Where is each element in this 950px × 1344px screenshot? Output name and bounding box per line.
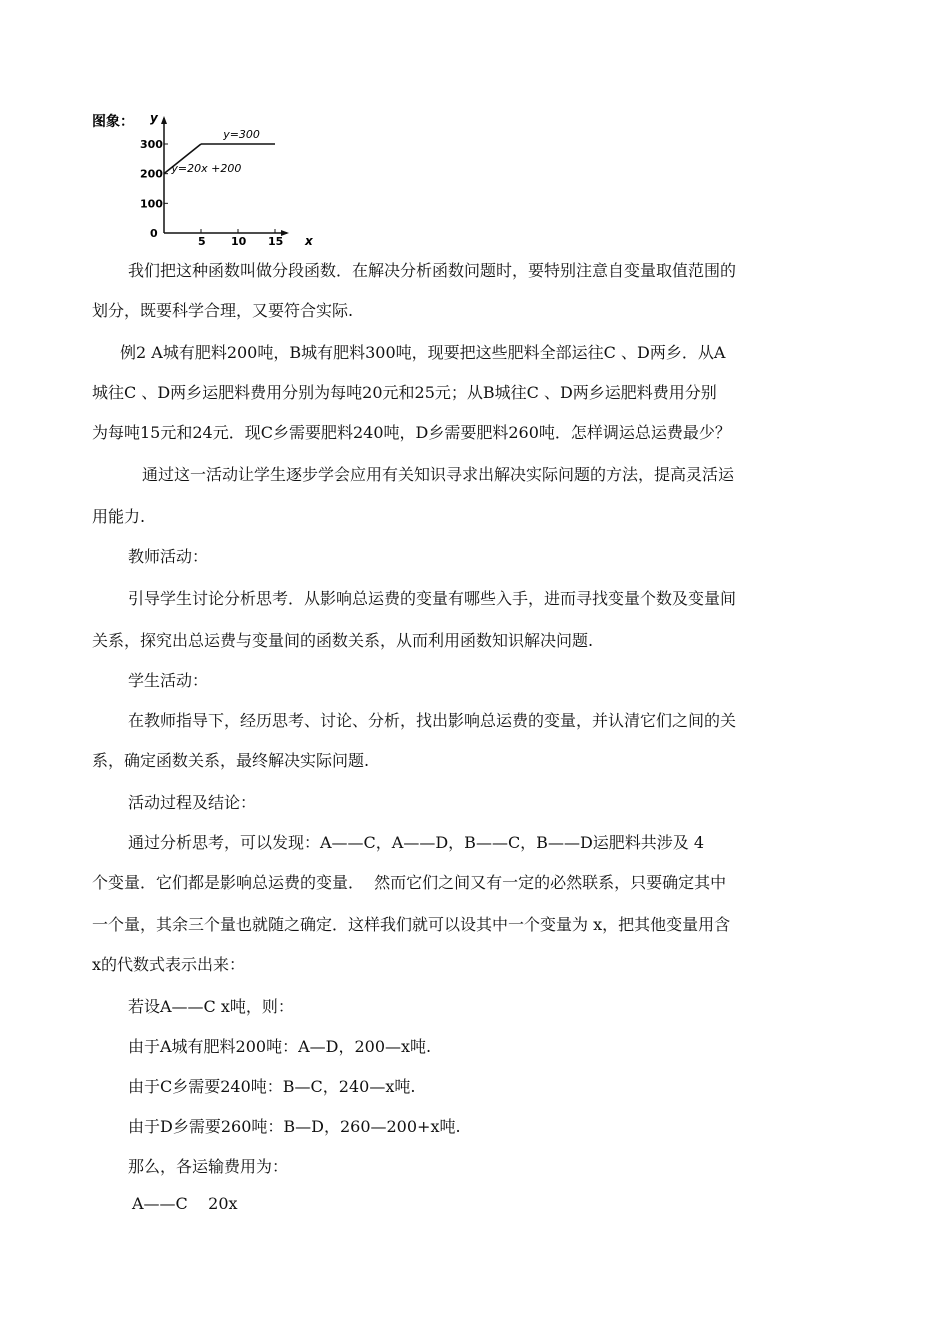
para6-line1: 通过分析思考，可以发现：A——C，A——D，B——C，B——D运肥料共涉及 4: [128, 833, 705, 852]
cost-ac-line: A——C 20x: [132, 1194, 238, 1213]
y-tick-label: 200: [140, 167, 163, 181]
costs-intro-line: 那么，各运输费用为：: [128, 1157, 289, 1176]
y-axis-label: y: [150, 111, 158, 125]
y-axis-arrow: [161, 116, 167, 124]
x-tick-label: 10: [231, 235, 247, 248]
x-tick-label: 15: [268, 235, 284, 248]
example2-line2: 城往C 、D两乡运肥料费用分别为每吨20元和25元；从B城往C 、D两乡运肥料费用分别: [92, 383, 717, 402]
process-heading: 活动过程及结论：: [128, 793, 257, 812]
function-graph-figure: [92, 96, 332, 248]
assume-line: 若设A——C x吨，则：: [128, 997, 294, 1016]
x-tick-label: 5: [198, 235, 206, 248]
city-a-line: 由于A城有肥料200吨：A—D，200—x吨.: [128, 1037, 432, 1056]
para1-line1: 我们把这种函数叫做分段函数．在解决分析函数问题时，要特别注意自变量取值范围的: [128, 261, 737, 280]
para3-line2: 用能力.: [92, 507, 146, 526]
para5-line2: 系，确定函数关系，最终解决实际问题.: [92, 751, 370, 770]
x-axis-label: x: [305, 234, 313, 248]
example2-line1: 例2 A城有肥料200吨，B城有肥料300吨，现要把这些肥料全部运往C 、D两乡．从A: [120, 343, 726, 362]
para4-line1: 引导学生讨论分析思考．从影响总运费的变量有哪些入手，进而寻找变量个数及变量间: [128, 589, 737, 608]
teacher-activity-heading: 教师活动：: [128, 547, 209, 566]
student-activity-heading: 学生活动：: [128, 671, 209, 690]
para5-line1: 在教师指导下，经历思考、讨论、分析，找出影响总运费的变量，并认清它们之间的关: [128, 711, 737, 730]
graph-label: 图象：: [92, 114, 134, 130]
para6-line2: 个变量．它们都是影响总运费的变量． 然而它们之间又有一定的必然联系，只要确定其中: [92, 873, 727, 892]
y-tick-label: 100: [140, 197, 163, 211]
village-d-line: 由于D乡需要260吨：B—D，260—200+x吨.: [128, 1117, 461, 1136]
chart-marks: [164, 128, 275, 175]
line2-annotation: y=300: [223, 128, 260, 141]
para4-line2: 关系，探究出总运费与变量间的函数关系，从而利用函数知识解决问题.: [92, 631, 594, 650]
para6-line4: x的代数式表示出来：: [92, 955, 246, 974]
para6-line3: 一个量，其余三个量也就随之确定．这样我们就可以设其中一个变量为 x，把其他变量用含: [92, 915, 731, 934]
village-c-line: 由于C乡需要240吨：B—C，240—x吨.: [128, 1077, 416, 1096]
example2-line3: 为每吨15元和24元．现C乡需要肥料240吨，D乡需要肥料260吨．怎样调运总运费最少？: [92, 423, 731, 442]
para1-line2: 划分，既要科学合理，又要符合实际.: [92, 301, 354, 320]
y-tick-label: 300: [140, 138, 163, 151]
origin-label: 0: [150, 227, 158, 240]
line1-annotation: y=20x +200: [171, 161, 242, 175]
para3-line1: 通过这一活动让学生逐步学会应用有关知识寻求出解决实际问题的方法，提高灵活运: [142, 465, 735, 484]
piecewise-function-chart: [92, 96, 332, 248]
